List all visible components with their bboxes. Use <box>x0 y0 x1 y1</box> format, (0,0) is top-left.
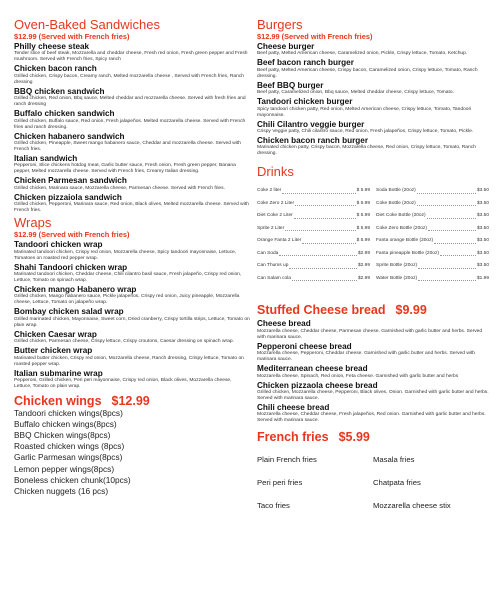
menu-item-name: Chili Cilantro veggie burger <box>257 119 365 129</box>
wing-item: Garlic Parmesan wings(8pcs) <box>14 452 123 463</box>
menu-item-desc: Marinated butter chicken, Crispy red onion, Mozzarella cheese, Ranch dressing, Crispy lettuce, Tomato on roasted pepper wrap. <box>14 355 244 367</box>
menu-item <box>257 42 489 57</box>
menu-item <box>14 369 250 390</box>
drink-name: Coke Zero 2 Liter <box>257 200 295 206</box>
wings-section <box>14 394 250 497</box>
menu-item-desc: Beef patty, Melted American cheese, Caramelized onion, Pickle, Crispy lettuce, Tomato, Ketchup. <box>257 51 468 57</box>
wing-item: Boneless chicken chunk(10pcs) <box>14 474 131 485</box>
menu-item-name: Buffalo chicken sandwich <box>14 109 115 119</box>
wing-item: Chicken nuggets (16 pcs) <box>14 485 109 496</box>
menu-item-desc: Mozzarella cheese, Cheddar cheese, Parmesan cheese. Garnished with garlic butter and herbs. Served with marinara sauce. <box>257 328 483 340</box>
left-column <box>14 0 250 497</box>
drink-price: $3.50 <box>476 250 489 256</box>
dot-leader <box>418 273 476 282</box>
menu-item-desc: Beef patty, Melted American cheese, Crispy bacon, Caramelized onion, Crispy lettuce, Tomato, Ranch dressing. <box>257 67 478 79</box>
wing-item: BBQ Chicken wings(8pcs) <box>14 430 111 441</box>
drink-name: Water Bottle (20oz) <box>376 275 418 281</box>
sandwiches-section <box>14 18 250 214</box>
menu-item-name: Mediterranean cheese bread <box>257 364 368 374</box>
menu-item <box>257 81 489 96</box>
menu-item <box>257 58 489 79</box>
menu-item-name: Chicken bacon ranch burger <box>257 136 369 146</box>
menu-item-name: Philly cheese steak <box>14 42 90 51</box>
drink-price: $3.50 <box>476 213 489 219</box>
drink-row <box>257 248 370 261</box>
cheese-bread-price: $9.99 <box>395 303 427 318</box>
menu-item <box>14 42 250 63</box>
burgers-section <box>257 18 489 157</box>
burgers-subtitle: $12.99 (Served with French fries) <box>257 32 373 41</box>
menu-item-desc: Grilled chicken, Marinara sauce, Mozzarella cheese, Parmesan cheese. Served with French fries. <box>14 185 225 191</box>
wing-item: Lemon pepper wings(8pcs) <box>14 463 115 474</box>
fries-price: $5.99 <box>338 430 370 445</box>
dot-leader <box>279 248 357 257</box>
dot-leader <box>289 260 357 269</box>
menu-item <box>257 120 489 135</box>
wraps-title: Wraps <box>14 215 52 231</box>
dot-leader <box>427 210 476 219</box>
menu-item-name: Chili cheese bread <box>257 403 330 413</box>
drink-name: Fanta pineapple Bottle (20oz) <box>376 250 439 256</box>
sandwiches-subtitle: $12.99 (Served with French fries) <box>14 32 130 41</box>
menu-item <box>14 154 250 175</box>
drink-name: Fanta orange Bottle (20oz) <box>376 238 434 244</box>
menu-item <box>14 109 250 130</box>
menu-item-desc: Crispy Veggie patty, Chili cilantro sauce, Red onion, Fresh jalapeños, Crispy lettuce, Tomato, Pickle. <box>257 129 474 135</box>
menu-item <box>257 136 489 157</box>
menu-item-name: Tandoori chicken burger <box>257 97 353 107</box>
drink-price: $3.50 <box>476 263 489 269</box>
menu-item-name: Chicken habanero sandwich <box>14 131 125 141</box>
drink-row <box>376 185 489 198</box>
drink-price: $ 5.99 <box>356 225 370 231</box>
dot-leader <box>292 273 357 282</box>
dot-leader <box>428 223 476 232</box>
drink-row <box>257 273 370 286</box>
wings-title: Chicken wings <box>14 394 102 409</box>
menu-item-desc: Marinated tandoori chicken, Crispy red onion, Mozzarella cheese, Spicy tandoori mayonnaise, Lettuce, Tomatoes on roasted red pepper wrap. <box>14 249 237 261</box>
drink-price: $ 5.99 <box>356 188 370 194</box>
menu-item-name: Chicken mango Habanero wrap <box>14 285 137 295</box>
dot-leader <box>418 260 476 269</box>
menu-item-name: Chicken pizzaiola sandwich <box>14 192 122 202</box>
menu-item <box>14 330 250 345</box>
drink-price: $3.50 <box>476 225 489 231</box>
drink-price: $3.50 <box>476 200 489 206</box>
dot-leader <box>294 210 356 219</box>
drink-price: $ 5.99 <box>356 213 370 219</box>
drink-row <box>376 248 489 261</box>
menu-item-name: Beef BBQ burger <box>257 80 324 90</box>
drink-row <box>257 210 370 223</box>
menu-item <box>14 132 250 153</box>
menu-item <box>14 193 250 214</box>
drink-price: $1.99 <box>476 275 489 281</box>
menu-item-desc: Mozzarella cheese, Cheddar cheese, Fresh jalapeños, Red onion. Garnished with garlic butter and herbs. Served with marinara sauce. <box>257 412 486 424</box>
wraps-section <box>14 216 250 390</box>
menu-item <box>14 240 250 261</box>
dot-leader <box>434 235 476 244</box>
drinks-title: Drinks <box>257 164 294 180</box>
wraps-subtitle: $12.99 (Served with French fries) <box>14 230 130 240</box>
menu-item-desc: Marinated chicken patty, Crispy bacon, Mozzarella cheese, Red onion, Crispy lettuce, Tomato, Ranch dressing. <box>257 145 476 157</box>
drink-name: Can Thums up <box>257 263 289 269</box>
menu-item <box>14 263 250 284</box>
menu-item-desc: Grilled marinated chicken, Mayonnaise, Sweet corn, Dried cranberry, Crispy tortilla strips, Lettuce, Tomato on plain wrap. <box>14 316 250 328</box>
drink-price: $2.99 <box>357 275 370 281</box>
drink-name: Coke 2 liter <box>257 188 282 194</box>
menu-item-name: Cheese burger <box>257 42 315 51</box>
drink-row <box>257 185 370 198</box>
cheese-bread-title: Stuffed Cheese bread <box>257 303 386 318</box>
fries-item: Masala fries <box>373 455 415 465</box>
menu-item-desc: Pepperoni, Grilled chicken, Peri peri mayonnaise, Crispy red onion, Black olives, Mozzarella cheese, Lettuce, Tomato on plain wrap. <box>14 378 232 390</box>
menu-item-desc: Marinated tandoori chicken, Cheddar cheese, Chili cilantro basil sauce, Fresh jalapeño, Crispy red onion, Lettuce, Tomato on spinach wrap. <box>14 272 242 284</box>
menu-item-name: Chicken bacon ranch <box>14 64 97 74</box>
menu-item-desc: Tender slice of beef steak, Mozzarella and cheddar cheese, Fresh red onion, Fresh green pepper and Fresh mushroom. Served with French fries, Spicy ranch <box>14 51 248 63</box>
drink-name: Sprite Bottle (20oz) <box>376 263 418 269</box>
menu-item-name: Beef bacon ranch burger <box>257 58 354 68</box>
dot-leader <box>417 198 476 207</box>
fries-title-row <box>257 430 489 444</box>
drink-price: $3.50 <box>476 238 489 244</box>
menu-item-name: Butter chicken wrap <box>14 346 93 356</box>
wing-item: Roasted chicken wings (8pcs) <box>14 441 125 452</box>
drink-name: Diet Coke Bottle (20oz) <box>376 213 426 219</box>
drink-row <box>257 223 370 236</box>
drinks-section <box>257 165 489 285</box>
drink-name: Sprite 2 Liter <box>257 225 285 231</box>
menu-item-name: Tandoori chicken wrap <box>14 240 103 250</box>
dot-leader <box>417 185 476 194</box>
menu-item <box>257 364 489 379</box>
menu-item-desc: Beef patty, Caramelized onion, Bbq sauce, Melted cheddar cheese, Crispy lettuce, Tomato. <box>257 90 454 96</box>
menu-item <box>257 403 489 424</box>
menu-item-desc: Grilled chicken, Parmesan cheese, Crispy lettuce, Crispy croutons, Caesar dressing on spinach wrap. <box>14 339 234 345</box>
menu-item-name: Shahi Tandoori chicken wrap <box>14 262 128 272</box>
menu-item-desc: Grilled chicken, Red onion, Bbq sauce, Melted cheddar and mozzarella cheese. Served with fresh fries and ranch dressing <box>14 96 246 108</box>
fries-item: Chatpata fries <box>373 478 421 488</box>
dot-leader <box>302 235 355 244</box>
menu-item-name: Chicken pizzaola cheese bread <box>257 380 378 390</box>
drink-name: Orange Fanta 2 Liter <box>257 238 302 244</box>
drink-row <box>376 223 489 236</box>
menu-item-desc: Pepperoni, Slice chickens hotdog meat, Garlic butter sauce, Fresh onion, Fresh green pepper, Banana pepper, Melted mozzarella cheese. Served with French fries, Creamy Italian dressing. <box>14 163 236 175</box>
drink-row <box>376 260 489 273</box>
menu-item-name: BBQ chicken sandwich <box>14 86 105 96</box>
fries-section <box>257 430 489 517</box>
menu-item-desc: Spicy tandoori chicken patty, Red onion, Melted American cheese, Crispy lettuce, Tomato, Tandoori mayonnaise. <box>257 106 472 118</box>
drink-price: $ 5.99 <box>356 238 370 244</box>
dot-leader <box>282 185 355 194</box>
wing-item: Buffalo chicken wings(8pcs) <box>14 419 117 430</box>
menu-item-desc: Mozzarella cheese, Pepperoni, Cheddar cheese. Garnished with garlic butter and herbs. Served with marinara sauce. <box>257 351 476 363</box>
menu-item-name: Chicken Caesar wrap <box>14 329 97 339</box>
menu-item-name: Italian sandwich <box>14 154 78 164</box>
menu-item-desc: Grilled chicken, Mozzarella cheese, Pepperoni, Black olives, Onion. Garnished with garlic butter and herbs. Served with marinara sauce. <box>257 390 489 402</box>
menu-item-desc: Grilled chicken, Pineapple, Sweet mango habanero sauce, Cheddar and mozzarella cheese. Served with French fries. <box>14 141 242 153</box>
menu-item <box>14 176 250 191</box>
menu-item-name: Bombay chicken salad wrap <box>14 307 124 317</box>
menu-item <box>14 64 250 85</box>
drink-row <box>376 210 489 223</box>
menu-item-desc: Grilled chicken, Mango habanero sauce, Pickle jalapeños, Crispy red onion, Juicy pineapple, Mozzarella cheese, Lettuce, Tomato on jalapeño wrap. <box>14 294 240 306</box>
drink-row <box>257 235 370 248</box>
drink-price: $3.50 <box>476 188 489 194</box>
menu-item <box>257 97 489 118</box>
drink-name: Diet Coke 2 Liter <box>257 213 293 219</box>
menu-item <box>257 319 489 340</box>
burgers-title: Burgers <box>257 17 303 32</box>
sandwiches-title: Oven-Baked Sandwiches <box>14 17 160 32</box>
cheese-bread-section <box>257 303 489 424</box>
fries-item: Peri peri fries <box>257 478 303 488</box>
menu-item-name: Italian submarine wrap <box>14 368 103 378</box>
drink-row <box>257 198 370 211</box>
drink-name: Can Salam cola <box>257 275 291 281</box>
drink-name: Coke Bottle (20oz) <box>376 200 416 206</box>
menu-item-name: Chicken Parmesan sandwich <box>14 176 127 186</box>
drink-name: Can Soda <box>257 250 279 256</box>
menu-item <box>257 342 489 363</box>
dot-leader <box>440 248 476 257</box>
drink-row <box>376 198 489 211</box>
wings-title-row <box>14 394 250 408</box>
wings-price: $12.99 <box>111 394 150 409</box>
dot-leader <box>295 198 356 207</box>
menu-item-desc: Grilled chicken, Crispy bacon, Creamy ranch, Melted mozzarella cheese , Served with French fries, Ranch dressing <box>14 73 244 85</box>
menu-item-name: Cheese bread <box>257 319 311 329</box>
menu-item <box>257 381 489 402</box>
drink-name: Soda Bottle (20oz) <box>376 188 416 194</box>
fries-item: Taco fries <box>257 501 290 511</box>
fries-item: Mozzarella cheese stix <box>373 501 451 511</box>
drink-row <box>376 273 489 286</box>
menu-item-desc: Grilled chicken, Buffalo sauce, Red onion, Fresh jalapeños. Melted mozzarella cheese. Served with French fries and ranch dressing. <box>14 118 246 130</box>
drink-row <box>257 260 370 273</box>
menu-item <box>14 285 250 306</box>
menu-item <box>14 307 250 328</box>
drink-price: $2.99 <box>357 250 370 256</box>
fries-item: Plain French fries <box>257 455 317 465</box>
drink-name: Coke Zero Bottle (20oz) <box>376 225 427 231</box>
menu-item-desc: Mozzarella cheese, Spinach, Red onion, Feta cheese. Garnished with garlic butter and herbs <box>257 373 459 379</box>
drink-price: $2.99 <box>357 263 370 269</box>
wing-item: Tandoori chicken wings(8pcs) <box>14 408 123 419</box>
menu-item-desc: Grilled chicken, Pepperoni, Marinara sauce, Red onion, Black olives, Melted mozzarella cheese. Served with French fries. <box>14 202 249 214</box>
fries-title: French fries <box>257 430 329 445</box>
cheese-bread-title-row <box>257 303 489 317</box>
drink-row <box>376 235 489 248</box>
menu-item-name: Pepperoni cheese bread <box>257 341 352 351</box>
drink-price: $ 5.99 <box>356 200 370 206</box>
right-column <box>257 0 489 517</box>
menu-item <box>14 346 250 367</box>
dot-leader <box>285 223 355 232</box>
menu-item <box>14 87 250 108</box>
